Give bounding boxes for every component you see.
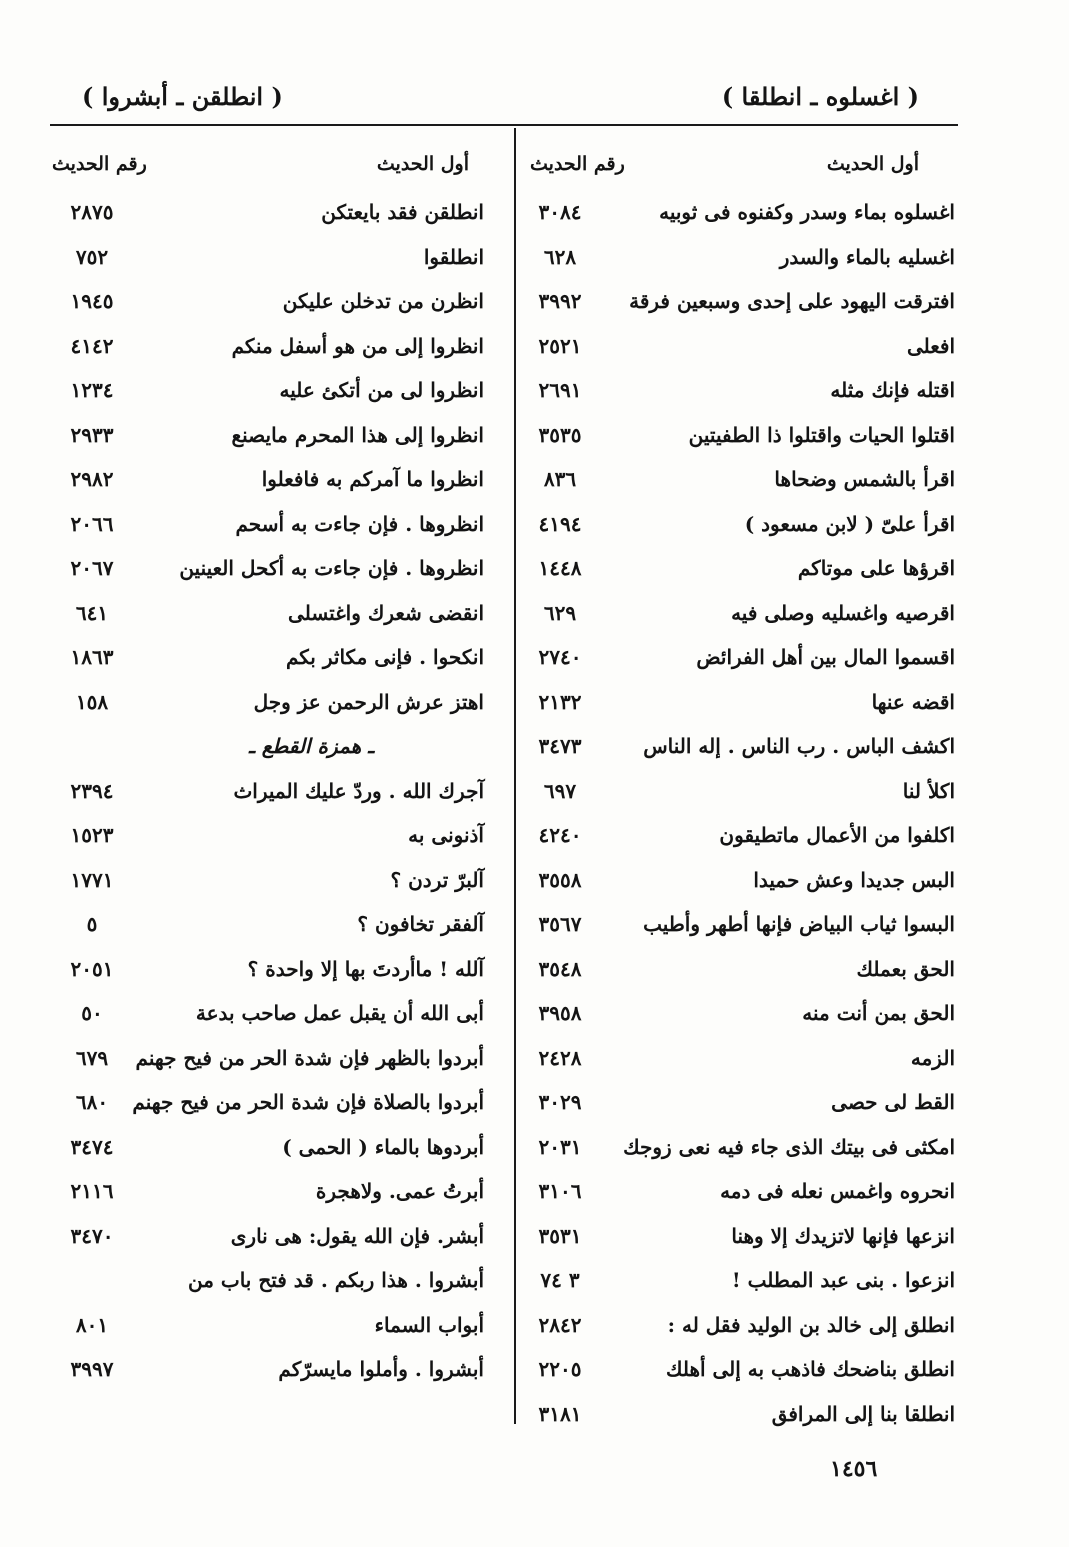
hadith-number: ٥ <box>86 912 98 936</box>
hadith-opening: آلبرّ تردن ؟ <box>390 867 484 892</box>
hadith-opening: امكثى فى بيتك الذى جاء فيه نعى زوجك <box>623 1134 955 1159</box>
index-entry <box>520 419 955 464</box>
hadith-opening: اقتلوا الحيات واقتلوا ذا الطفيتين <box>688 422 955 447</box>
index-entry <box>52 1042 484 1087</box>
hadith-number: ٣٤٧٣ <box>538 734 582 758</box>
hadith-opening: البسوا ثياب البياض فإنها أطهر وأطيب <box>643 912 955 936</box>
hadith-number: ٢٠٦٦ <box>70 511 114 536</box>
index-entry <box>52 196 484 241</box>
hadith-opening: انطلقن فقد بايعتكن <box>321 200 484 224</box>
hadith-number: ٢٠٦٧ <box>70 556 114 580</box>
hadith-opening: أبشر. فإن الله يقول: هى نارى <box>230 1223 484 1248</box>
hadith-opening: البس جديدا وعش حميدا <box>753 867 955 892</box>
index-entry <box>52 1353 484 1398</box>
index-entry <box>52 908 484 953</box>
hadith-number: ٢٨٤٢ <box>538 1312 582 1337</box>
left-column-entries <box>52 196 484 1398</box>
hadith-opening: انطلق بناضحك فاذهب به إلى أهلك <box>665 1357 955 1381</box>
hadith-opening: اقتله فإنك مثله <box>830 378 955 402</box>
hadith-number: ٣٥٦٧ <box>538 912 582 936</box>
hadith-number: ٢٨٧٥ <box>70 200 114 224</box>
right-column-entries <box>520 196 955 1442</box>
hadith-number: ٣٥٣١ <box>538 1223 582 1248</box>
hadith-number: ٤١٤٢ <box>70 333 114 358</box>
hadith-number: ٦٤١ <box>75 600 109 625</box>
hadith-opening: انقضى شعرك واغتسلى <box>288 600 484 625</box>
hadith-opening: الحق بمن أنت منه <box>802 1001 955 1025</box>
hadith-number: ٢٠٣١ <box>538 1134 582 1159</box>
index-entry <box>520 997 955 1042</box>
hadith-number: ١٤٤٨ <box>538 556 582 580</box>
hadith-number: ١٢٣٤ <box>70 378 114 402</box>
index-entry <box>52 1175 484 1220</box>
hadith-opening: انزعوا . بنى عبد المطلب ! <box>731 1268 955 1292</box>
index-entry <box>520 686 955 731</box>
hadith-number: ٧٥٢ <box>75 244 109 269</box>
hadith-number: ١٨٦٣ <box>70 645 114 669</box>
hadith-opening: انظروها . فإن جاءت به أسحم <box>235 511 484 536</box>
hadith-opening: أبردوا بالظهر فإن شدة الحر من فيح جهنم <box>135 1045 484 1070</box>
index-entry <box>520 819 955 864</box>
index-entry <box>520 241 955 286</box>
index-entry <box>520 508 955 553</box>
index-entry <box>52 508 484 553</box>
hadith-number: ٢١٣٢ <box>538 689 582 714</box>
hadith-number: ٣٤٧٤ <box>70 1134 114 1159</box>
hadith-number: ٢٩٨٢ <box>70 467 114 491</box>
index-entry <box>520 775 955 820</box>
hadith-opening: اهتز عرش الرحمن عز وجل <box>253 689 484 714</box>
hadith-opening: اكلفوا من الأعمال ماتطيقون <box>719 823 955 847</box>
hadith-number: ٦٨٠ <box>75 1090 109 1114</box>
hadith-opening: افعلى <box>906 333 955 358</box>
hadith-number: ٦٩٧ <box>543 778 577 803</box>
hadith-opening: أبى الله أن يقبل عمل صاحب بدعة <box>195 1001 484 1025</box>
hadith-number: ٣٩٥٨ <box>538 1001 582 1025</box>
hadith-number: ٤٢٤٠ <box>538 823 582 847</box>
hadith-number: ٦٧٩ <box>75 1045 109 1070</box>
running-head-left: ( انطلقن ـ أبشروا ) <box>82 82 283 111</box>
index-entry <box>520 1086 955 1131</box>
hadith-opening: انطلقا بنا إلى المرافق <box>771 1401 955 1426</box>
index-entry <box>520 953 955 998</box>
index-entry <box>520 1042 955 1087</box>
hadith-number: ١٧٧١ <box>70 867 114 892</box>
right-col-number-header: رقم الحديث <box>530 153 625 175</box>
index-entry <box>52 819 484 864</box>
hadith-opening: الزمه <box>910 1045 955 1070</box>
hadith-number: ٢٢٠٥ <box>538 1357 582 1381</box>
index-entry <box>52 419 484 464</box>
hadith-opening: آجرك الله . وردّ عليك الميراث <box>233 778 484 803</box>
index-entry <box>520 552 955 597</box>
index-entry <box>52 997 484 1042</box>
hadith-opening: أبشروا . وأملوا مايسرّكم <box>278 1357 484 1381</box>
index-entry <box>520 730 955 775</box>
hadith-number: ٣٩٩٧ <box>70 1357 114 1381</box>
hadith-number: ٣٩٩٢ <box>538 289 582 313</box>
hadith-opening: اغسليه بالماء والسدر <box>779 244 955 269</box>
index-entry <box>52 1264 484 1309</box>
index-entry <box>52 686 484 731</box>
index-entry <box>520 1309 955 1354</box>
index-entry <box>52 463 484 508</box>
section-heading-label: ـ همزة القطع ـ <box>248 734 374 758</box>
hadith-number: ١٥٨ <box>75 689 109 714</box>
hadith-opening: اقرأ علىّ ( لابن مسعود ) <box>744 511 955 536</box>
hadith-opening: القط لى حصى <box>831 1090 955 1114</box>
hadith-opening: آلفقر تخافون ؟ <box>357 912 484 936</box>
header-rule <box>50 124 958 126</box>
hadith-number: ٣٥٥٨ <box>538 867 582 892</box>
hadith-number: ٢٦٩١ <box>538 378 582 402</box>
hadith-number: ٣٠٨٤ <box>538 200 582 224</box>
hadith-opening: أبشروا . هذا ربكم . قد فتح باب من <box>187 1268 484 1292</box>
hadith-opening: اقرصيه واغسليه وصلى فيه <box>731 600 955 625</box>
hadith-number: ٢٣٩٤ <box>70 778 114 803</box>
hadith-number: ٨٣٦ <box>543 467 577 491</box>
hadith-opening: انظروا إلى من هو أسفل منكم <box>231 333 484 358</box>
index-entry <box>520 1264 955 1309</box>
hadith-number: ١٩٤٥ <box>70 289 114 313</box>
hadith-opening: أبواب السماء <box>374 1312 484 1337</box>
index-entry <box>520 1353 955 1398</box>
column-divider <box>514 128 516 1424</box>
index-entry <box>52 374 484 419</box>
hadith-opening: اقسموا المال بين أهل الفرائض <box>696 645 955 669</box>
left-col-hadith-header: أول الحديث <box>376 153 469 175</box>
index-entry <box>52 953 484 998</box>
hadith-opening: آذنونى به <box>408 823 484 847</box>
hadith-number: ٦٢٨ <box>543 244 577 269</box>
hadith-opening: انحروه واغمس نعله فى دمه <box>720 1179 955 1203</box>
index-entry <box>52 330 484 375</box>
running-head-right: ( اغسلوه ـ انطلقا ) <box>721 82 919 111</box>
index-entry <box>52 597 484 642</box>
hadith-opening: انزعها فإنها لاتزيدك إلا وهنا <box>731 1223 955 1248</box>
index-entry <box>52 241 484 286</box>
index-entry <box>52 285 484 330</box>
index-entry <box>52 1220 484 1265</box>
hadith-opening: انطلق إلى خالد بن الوليد فقل له : <box>667 1312 955 1337</box>
hadith-opening: انكحوا . فإنى مكاثر بكم <box>285 645 484 669</box>
hadith-opening: انظروها . فإن جاءت به أكحل العينين <box>179 556 484 580</box>
index-entry <box>520 285 955 330</box>
hadith-number: ١٥٢٣ <box>70 823 114 847</box>
right-col-hadith-header: أول الحديث <box>826 153 919 175</box>
hadith-opening: اقضه عنها <box>871 689 955 714</box>
hadith-number: ٣ ٧٤ <box>540 1268 580 1292</box>
hadith-opening: انظروا ما آمركم به فافعلوا <box>261 467 484 491</box>
index-entry <box>52 1131 484 1176</box>
index-entry <box>52 775 484 820</box>
hadith-opening: أبردوا بالصلاة فإن شدة الحر من فيح جهنم <box>132 1090 484 1114</box>
index-entry <box>520 1131 955 1176</box>
hadith-number: ٣١٠٦ <box>538 1179 582 1203</box>
hadith-opening: افترقت اليهود على إحدى وسبعين فرقة <box>629 289 955 313</box>
hadith-number: ٣٠٢٩ <box>538 1090 582 1114</box>
hadith-number: ٢٤٢٨ <box>538 1045 582 1070</box>
page-number: ١٤٥٦ <box>830 1456 878 1482</box>
hadith-opening: اقرؤها على موتاكم <box>797 556 955 580</box>
index-entry <box>520 330 955 375</box>
index-entry <box>52 552 484 597</box>
hadith-opening: اكلأ لنا <box>902 778 955 803</box>
hadith-number: ٤١٩٤ <box>538 511 582 536</box>
hadith-number: ٢٧٤٠ <box>538 645 582 669</box>
hadith-number: ٣٥٣٥ <box>538 422 582 447</box>
hadith-opening: أبردوها بالماء ( الحمى ) <box>282 1134 484 1159</box>
hadith-opening: انظروا لى من أتكئ عليه <box>279 378 484 402</box>
hadith-opening: الحق بعملك <box>856 956 955 981</box>
hadith-opening: أبرتُ عمى. ولاهجرة <box>315 1179 484 1203</box>
index-entry <box>520 196 955 241</box>
hadith-opening: آلله ! ماأردتَ بها إلا واحدة ؟ <box>247 956 484 981</box>
section-heading <box>52 730 484 775</box>
index-entry <box>520 1220 955 1265</box>
hadith-number: ٢٥٢١ <box>538 333 582 358</box>
index-entry <box>52 1086 484 1131</box>
hadith-opening: اغسلوه بماء وسدر وكفنوه فى ثوبيه <box>659 200 955 224</box>
hadith-opening: اقرأ بالشمس وضحاها <box>774 467 955 491</box>
index-entry <box>520 1398 955 1443</box>
hadith-opening: انظرن من تدخلن عليكن <box>282 289 484 313</box>
index-entry <box>520 463 955 508</box>
hadith-number: ٢١١٦ <box>70 1179 114 1203</box>
index-entry <box>52 1309 484 1354</box>
hadith-number: ٢٩٣٣ <box>70 422 114 447</box>
hadith-number: ٨٠١ <box>75 1312 109 1337</box>
index-entry <box>520 374 955 419</box>
index-entry <box>520 1175 955 1220</box>
hadith-opening: انطلقوا <box>423 244 484 269</box>
index-entry <box>520 597 955 642</box>
index-entry <box>520 641 955 686</box>
hadith-number: ٣٤٧٠ <box>70 1223 114 1248</box>
index-entry <box>52 641 484 686</box>
hadith-number: ٦٢٩ <box>543 600 577 625</box>
left-col-number-header: رقم الحديث <box>52 153 147 175</box>
hadith-number: ٣٥٤٨ <box>538 956 582 981</box>
hadith-number: ٢٠٥١ <box>70 956 114 981</box>
hadith-opening: اكشف الباس . رب الناس . إله الناس <box>643 734 955 758</box>
hadith-number: ٣١٨١ <box>538 1401 582 1426</box>
hadith-number: ٥٠ <box>81 1001 103 1025</box>
index-entry <box>52 864 484 909</box>
index-entry <box>520 864 955 909</box>
index-entry <box>520 908 955 953</box>
hadith-opening: انظروا إلى هذا المحرم مايصنع <box>231 422 484 447</box>
